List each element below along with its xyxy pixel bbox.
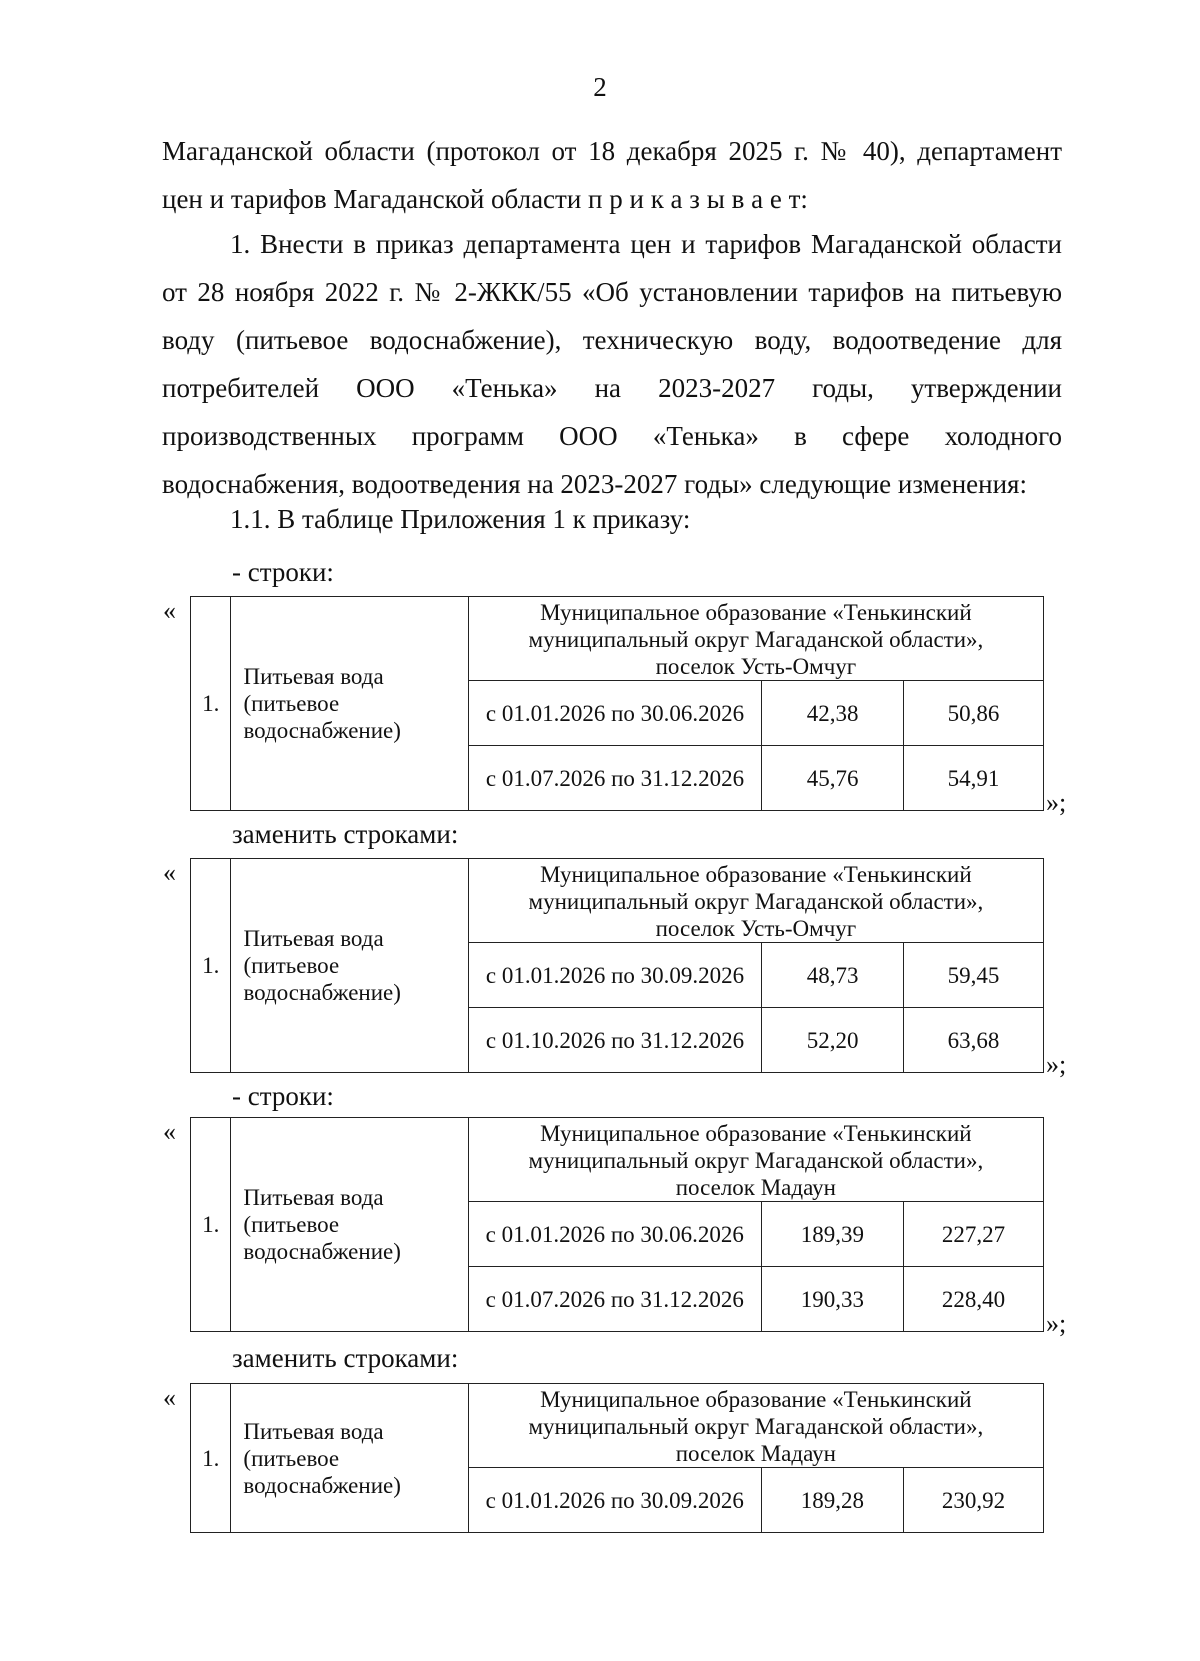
- service-name-line: Питьевая вода: [243, 1185, 384, 1210]
- service-name-line: (питьевое: [243, 1445, 340, 1471]
- tariff-table-1: [190, 596, 1044, 811]
- period-cell: с 01.07.2026 по 31.12.2026: [468, 1267, 761, 1332]
- service-name-line: (питьевое: [243, 1212, 340, 1237]
- municipality-line: муниципальный округ Магаданской области»,: [528, 1148, 984, 1173]
- table-row: [191, 1118, 1044, 1202]
- page-number: 2: [593, 72, 607, 102]
- municipality-line: муниципальный округ Магаданской области»,: [528, 889, 984, 914]
- tariff-table-4: [190, 1383, 1044, 1533]
- row-number-cell: 1.: [191, 597, 231, 811]
- item-1-paragraph: 1. Внести в приказ департамента цен и тарифов Магаданской области от 28 ноября 2022 г. № 2-ЖКК/55 «Об установлении тарифов на питьевую воду (питьевое водоснабжение), техническую воду, водоотведение для потребителей ООО «Тенька» на 2023-2027 годы, утверждении производственных программ ООО «Тенька» в сфере холодного водоснабжения, водоотведения на 2023-2027 годы» следующие изменения:: [162, 229, 1062, 499]
- tariff-value-cell: 190,33: [761, 1267, 903, 1332]
- service-name-cell: [231, 1118, 468, 1332]
- service-name-cell: [231, 597, 468, 811]
- tariff-table-3: [190, 1117, 1044, 1332]
- tariff-value-vat-cell: 54,91: [904, 746, 1044, 811]
- intro-line-1: Магаданской области (протокол от 18 декабря 2025 г. № 40), департамент: [162, 136, 1062, 166]
- tariff-value-vat-cell: 59,45: [904, 943, 1044, 1008]
- open-quote-2: «: [163, 858, 176, 887]
- tariff-value-cell: 42,38: [762, 681, 904, 746]
- municipality-line: муниципальный округ Магаданской области»,: [528, 627, 984, 652]
- service-name-line: водоснабжение): [243, 980, 401, 1005]
- row-number-cell: 1.: [191, 1384, 231, 1533]
- period-cell: с 01.01.2026 по 30.06.2026: [468, 1202, 761, 1267]
- period-cell: с 01.01.2026 по 30.09.2026: [468, 943, 761, 1008]
- service-name-line: (питьевое: [243, 953, 340, 978]
- tariff-table-2: [190, 858, 1044, 1073]
- open-quote-1: «: [163, 596, 176, 625]
- close-quote-3: »;: [1046, 1309, 1067, 1338]
- close-quote-1: »;: [1046, 788, 1067, 817]
- item-1-1-heading: 1.1. В таблице Приложения 1 к приказу:: [230, 504, 691, 534]
- service-name-line: водоснабжение): [243, 1239, 401, 1264]
- municipality-header-cell: [468, 1384, 1043, 1468]
- municipality-line: Муниципальное образование «Тенькинский: [540, 862, 972, 887]
- period-cell: с 01.10.2026 по 31.12.2026: [468, 1008, 761, 1073]
- row-number-cell: 1.: [191, 859, 231, 1073]
- municipality-line: поселок Мадаун: [675, 1441, 836, 1466]
- service-name-line: Питьевая вода: [243, 664, 384, 689]
- municipality-line: Муниципальное образование «Тенькинский: [540, 1387, 972, 1412]
- tariff-value-vat-cell: 228,40: [903, 1267, 1043, 1332]
- service-name-line: Питьевая вода: [243, 926, 384, 951]
- period-cell: с 01.07.2026 по 31.12.2026: [468, 746, 761, 811]
- tariff-value-cell: 189,39: [761, 1202, 903, 1267]
- municipality-header-cell: [468, 1118, 1043, 1202]
- tariff-value-vat-cell: 63,68: [904, 1008, 1044, 1073]
- intro-line-2: цен и тарифов Магаданской области п р и к а з ы в а е т:: [162, 184, 808, 214]
- service-name-cell: [231, 1384, 468, 1533]
- period-cell: с 01.01.2026 по 30.09.2026: [468, 1468, 761, 1533]
- municipality-line: Муниципальное образование «Тенькинский: [540, 1121, 972, 1146]
- label-replace-2: заменить строками:: [232, 1343, 459, 1373]
- tariff-value-cell: 48,73: [762, 943, 904, 1008]
- period-cell: с 01.01.2026 по 30.06.2026: [468, 681, 761, 746]
- label-rows-1: - строки:: [232, 557, 334, 587]
- tariff-value-cell: 52,20: [762, 1008, 904, 1073]
- municipality-line: Муниципальное образование «Тенькинский: [540, 600, 972, 625]
- label-rows-2: - строки:: [232, 1081, 334, 1111]
- service-name-line: водоснабжение): [243, 718, 401, 743]
- service-name-line: водоснабжение): [243, 1472, 401, 1498]
- tariff-value-cell: 189,28: [761, 1468, 903, 1533]
- municipality-line: поселок Мадаун: [675, 1175, 836, 1200]
- tariff-value-vat-cell: 227,27: [903, 1202, 1043, 1267]
- municipality-header-cell: [468, 859, 1043, 943]
- open-quote-3: «: [163, 1117, 176, 1146]
- close-quote-2: »;: [1046, 1050, 1067, 1079]
- municipality-line: муниципальный округ Магаданской области»,: [528, 1414, 984, 1439]
- table-row: [191, 1384, 1044, 1468]
- open-quote-4: «: [163, 1383, 176, 1412]
- tariff-value-vat-cell: 50,86: [904, 681, 1044, 746]
- municipality-line: поселок Усть-Омчуг: [655, 654, 857, 679]
- service-name-line: Питьевая вода: [243, 1418, 384, 1444]
- tariff-value-vat-cell: 230,92: [903, 1468, 1043, 1533]
- row-number-cell: 1.: [191, 1118, 231, 1332]
- municipality-header-cell: [468, 597, 1043, 681]
- service-name-cell: [231, 859, 468, 1073]
- table-row: [191, 859, 1044, 943]
- tariff-value-cell: 45,76: [762, 746, 904, 811]
- label-replace-1: заменить строками:: [232, 819, 459, 849]
- table-row: [191, 597, 1044, 681]
- service-name-line: (питьевое: [243, 691, 340, 716]
- municipality-line: поселок Усть-Омчуг: [655, 916, 857, 941]
